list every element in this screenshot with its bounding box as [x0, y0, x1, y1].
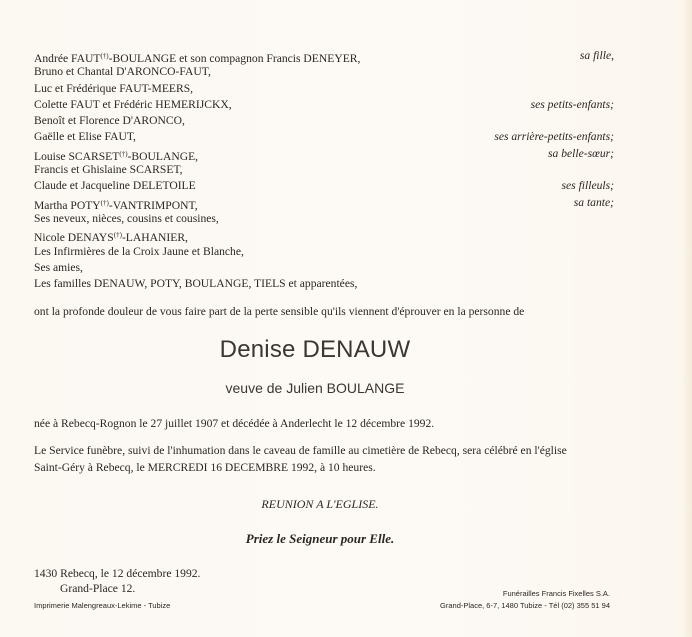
prayer-line: Priez le Seigneur pour Elle.: [245, 531, 395, 546]
relative-row: [34, 64, 614, 80]
deceased-mark: (†): [119, 149, 128, 158]
deceased-mark: (†): [100, 198, 109, 207]
relative-row: [34, 81, 614, 97]
deceased-mark: (†): [100, 52, 109, 60]
relative-row: [34, 48, 614, 64]
place-date: 1430 Rebecq, le 12 décembre 1992.: [34, 567, 201, 580]
relative-name: Claude et Jacqueline DELETOILE: [34, 179, 196, 193]
relative-name: Nicole DENAYS: [34, 231, 114, 245]
relative-name-rest: -BOULANGE,: [127, 149, 199, 163]
relative-name: Martha POTY: [34, 198, 101, 212]
relative-row: [34, 211, 614, 227]
deceased-mark: (†): [113, 231, 122, 240]
relative-row: [34, 195, 614, 211]
service-line-2: Saint-Géry à Rebecq, le MERCREDI 16 DECEMBRE 1992, à 10 heures.: [34, 461, 376, 474]
printer-credit: Imprimerie Malengreaux-Lekime - Tubize: [34, 601, 171, 610]
relative-role: sa belle-sœur;: [547, 146, 614, 160]
relative-name-rest: -BOULANGE et son compagnon Francis DENEYER,: [108, 52, 361, 65]
relative-row: [34, 113, 614, 129]
relative-role: ses arrière-petits-enfants;: [494, 130, 614, 144]
relative-row: [34, 260, 614, 276]
relative-role: ses petits-enfants;: [530, 97, 614, 111]
relative-name: Bruno et Chantal D'ARONCO-FAUT,: [34, 65, 211, 79]
announcement-text: ont la profonde douleur de vous faire part de la perte sensible qu'ils viennent d'éprouver en la personne de: [34, 305, 525, 318]
relative-name: Ses neveux, nièces, cousins et cousines,: [34, 211, 219, 225]
relative-name: Luc et Frédérique FAUT-MEERS,: [34, 81, 194, 95]
relative-row: [34, 244, 614, 260]
card-edge: [682, 0, 692, 637]
relatives-list: [34, 48, 614, 292]
widow-line: veuve de Julien BOULANGE: [225, 380, 405, 396]
relative-name: Ses amies,: [34, 260, 83, 274]
service-line-1: Le Service funèbre, suivi de l'inhumation dans le caveau de famille au cimetière de Rebecq, sera célébré en l'église: [34, 444, 567, 457]
relative-name: Les Infirmières de la Croix Jaune et Blanche,: [34, 244, 244, 258]
relative-row: [34, 276, 614, 292]
funeral-home-name: Funérailles Francis Fixelles S.A.: [502, 589, 610, 598]
relative-name: Louise SCARSET: [34, 149, 120, 163]
relative-role: sa fille,: [579, 49, 614, 62]
deceased-name: Denise DENAUW: [219, 336, 411, 363]
reunion-note: REUNION A L'EGLISE.: [261, 497, 379, 511]
relative-role: ses filleuls;: [561, 179, 614, 193]
relative-row: [34, 178, 614, 194]
birth-death-line: née à Rebecq-Rognon le 27 juillet 1907 et décédée à Anderlecht le 12 décembre 1992.: [34, 417, 435, 430]
relative-name: Andrée FAUT: [34, 52, 101, 65]
funeral-home-address: Grand-Place, 6-7, 1480 Tubize - Tél (02) 355 51 94: [440, 601, 610, 610]
relative-name-rest: -LAHANIER,: [121, 231, 188, 245]
relative-row: [34, 146, 614, 162]
relative-name: Colette FAUT et Frédéric HEMERIJCKX,: [34, 97, 232, 111]
relative-row: [34, 97, 614, 113]
relative-role: sa tante;: [573, 195, 614, 209]
relative-name: Benoît et Florence D'ARONCO,: [34, 114, 185, 128]
relative-name: Les familles DENAUW, POTY, BOULANGE, TIELS et apparentées,: [34, 277, 358, 291]
relative-name-rest: -VANTRIMPONT,: [108, 198, 198, 212]
relative-row: [34, 162, 614, 178]
relative-row: [34, 129, 614, 145]
relative-name: Francis et Ghislaine SCARSET,: [34, 163, 183, 177]
relative-name: Gaëlle et Elise FAUT,: [34, 130, 136, 144]
relative-row: [34, 227, 614, 243]
sender-address: Grand-Place 12.: [60, 582, 136, 595]
